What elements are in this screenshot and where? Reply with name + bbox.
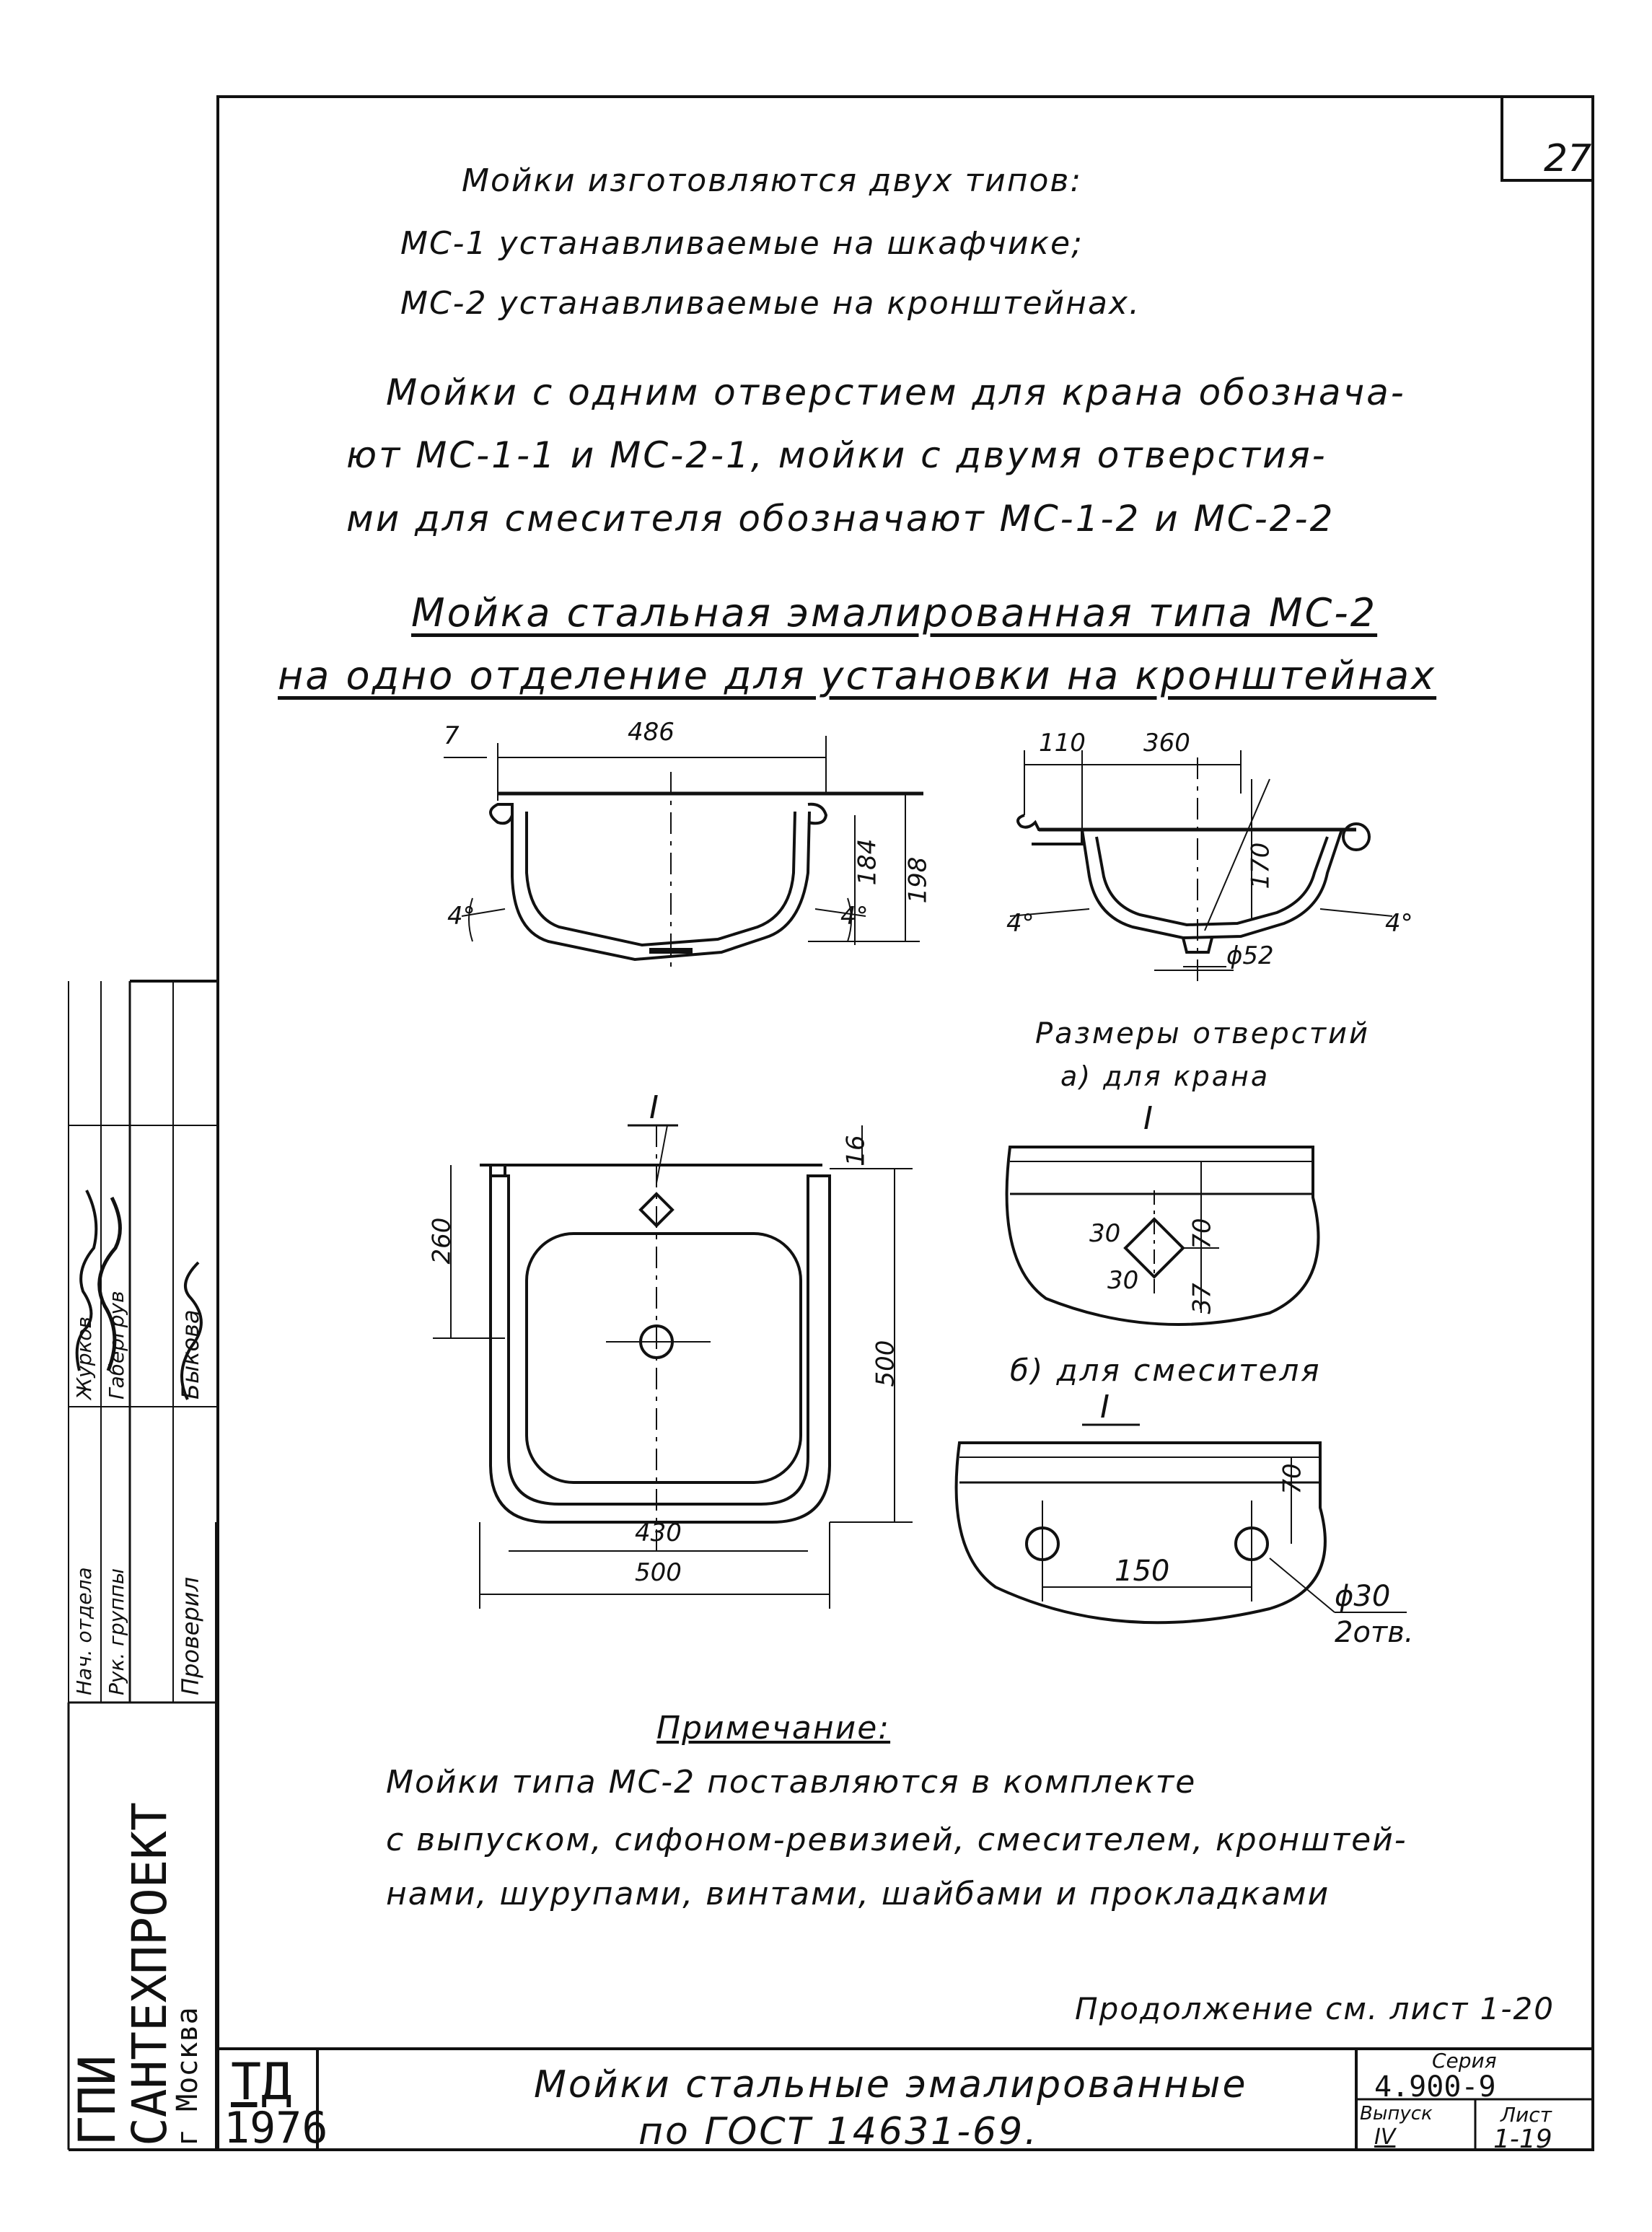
series-label: Серия <box>1432 2049 1497 2073</box>
dim-260: 260 <box>427 1217 457 1265</box>
stamp-role-1: Нач. отдела <box>72 1567 96 1695</box>
stamp-org-3: г Москва <box>171 2007 204 2146</box>
issue-value: IV <box>1374 2125 1396 2150</box>
stamp-role-3: Проверил <box>177 1576 204 1695</box>
intro-para-line2: ют МС-1-1 и МС-2-1, мойки с двумя отверстия- <box>346 434 1327 476</box>
dim-7: 7 <box>444 721 460 750</box>
dim-150: 150 <box>1115 1555 1170 1588</box>
dim-30-b: 30 <box>1107 1266 1139 1295</box>
intro-para-line3: ми для смесителя обозначают МС-1-2 и МС-2-2 <box>346 498 1335 540</box>
angle2-right: 4° <box>1385 909 1413 938</box>
stamp-org-2: САНТЕХПРОЕКТ <box>122 1802 177 2146</box>
dim-70-a: 70 <box>1187 1218 1217 1249</box>
dim-30-a: 30 <box>1089 1219 1121 1248</box>
title-block-title-line2: по ГОСТ 14631-69. <box>638 2110 1039 2153</box>
section-mark-I-a: I <box>1143 1100 1153 1137</box>
dim-170: 170 <box>1246 842 1275 889</box>
sheet-number: 27 <box>1544 137 1592 180</box>
sink-section-side <box>1018 757 1369 981</box>
sheet-value: 1-19 <box>1493 2125 1552 2154</box>
holes-caption-title: Размеры отверстий <box>1035 1017 1371 1050</box>
sheet-label: Лист <box>1501 2103 1552 2127</box>
stamp-org-1: ГПИ <box>68 2055 127 2146</box>
stamp-name-3: Быкова <box>177 1309 204 1400</box>
title-block-td: ТД <box>231 2052 292 2112</box>
dim-486: 486 <box>628 718 675 747</box>
angle-left: 4° <box>447 902 475 931</box>
title-block-title-line1: Мойки стальные эмалированные <box>534 2063 1248 2106</box>
holes-caption-b: б) для смесителя <box>1010 1353 1322 1388</box>
dim-16: 16 <box>841 1135 871 1166</box>
dim-70-b: 70 <box>1278 1463 1307 1495</box>
section-mark-I-b: I <box>1100 1389 1110 1425</box>
stamp-role-2: Рук. группы <box>105 1568 128 1695</box>
heading-line1: Мойка стальная эмалированная типа МС-2 <box>411 590 1378 636</box>
heading-line2: на одно отделение для установки на кронштейнах <box>278 653 1437 698</box>
holes-count: 2отв. <box>1335 1616 1414 1649</box>
dim-500-horizontal: 500 <box>635 1558 682 1587</box>
signatures <box>0 996 216 1428</box>
note-line3: нами, шурупами, винтами, шайбами и прокладками <box>386 1876 1330 1912</box>
dim-184: 184 <box>853 838 882 886</box>
dim-500-vertical: 500 <box>871 1340 900 1387</box>
dim-110: 110 <box>1039 729 1086 757</box>
issue-label: Выпуск <box>1360 2103 1433 2125</box>
angle2-left: 4° <box>1006 909 1034 938</box>
angle-right: 4° <box>840 902 869 931</box>
dim-430: 430 <box>635 1519 682 1547</box>
title-block-year: 1976 <box>224 2103 328 2153</box>
series-value: 4.900-9 <box>1374 2070 1496 2104</box>
sink-plan-view <box>480 1125 830 1551</box>
intro-line3: МС-2 устанавливаемые на кронштейнах. <box>400 285 1141 322</box>
section-mark-I-plan: I <box>649 1089 659 1126</box>
dim-phi30: ϕ30 <box>1335 1580 1391 1613</box>
note-line1: Мойки типа МС-2 поставляются в комплекте <box>386 1764 1197 1801</box>
stamp-name-1: Журков <box>72 1316 96 1400</box>
dim-198: 198 <box>903 856 933 904</box>
note-line2: с выпуском, сифоном-ревизией, смесителем, кронштей- <box>386 1822 1407 1858</box>
intro-line2: МС-1 устанавливаемые на шкафчике; <box>400 225 1084 262</box>
intro-line1: Мойки изготовляются двух типов: <box>462 162 1083 199</box>
intro-para-line1: Мойки с одним отверстием для крана обознача- <box>386 372 1406 413</box>
continuation-note: Продолжение см. лист 1-20 <box>1075 1991 1555 2026</box>
detail-a-crane-hole <box>1007 1147 1319 1324</box>
dim-37: 37 <box>1187 1283 1217 1314</box>
stamp-name-2: Габергрув <box>105 1291 128 1400</box>
note-title: Примечание: <box>656 1710 891 1747</box>
dim-phi52: ϕ52 <box>1226 941 1274 970</box>
holes-caption-a: а) для крана <box>1060 1060 1270 1092</box>
dim-360: 360 <box>1143 729 1190 757</box>
